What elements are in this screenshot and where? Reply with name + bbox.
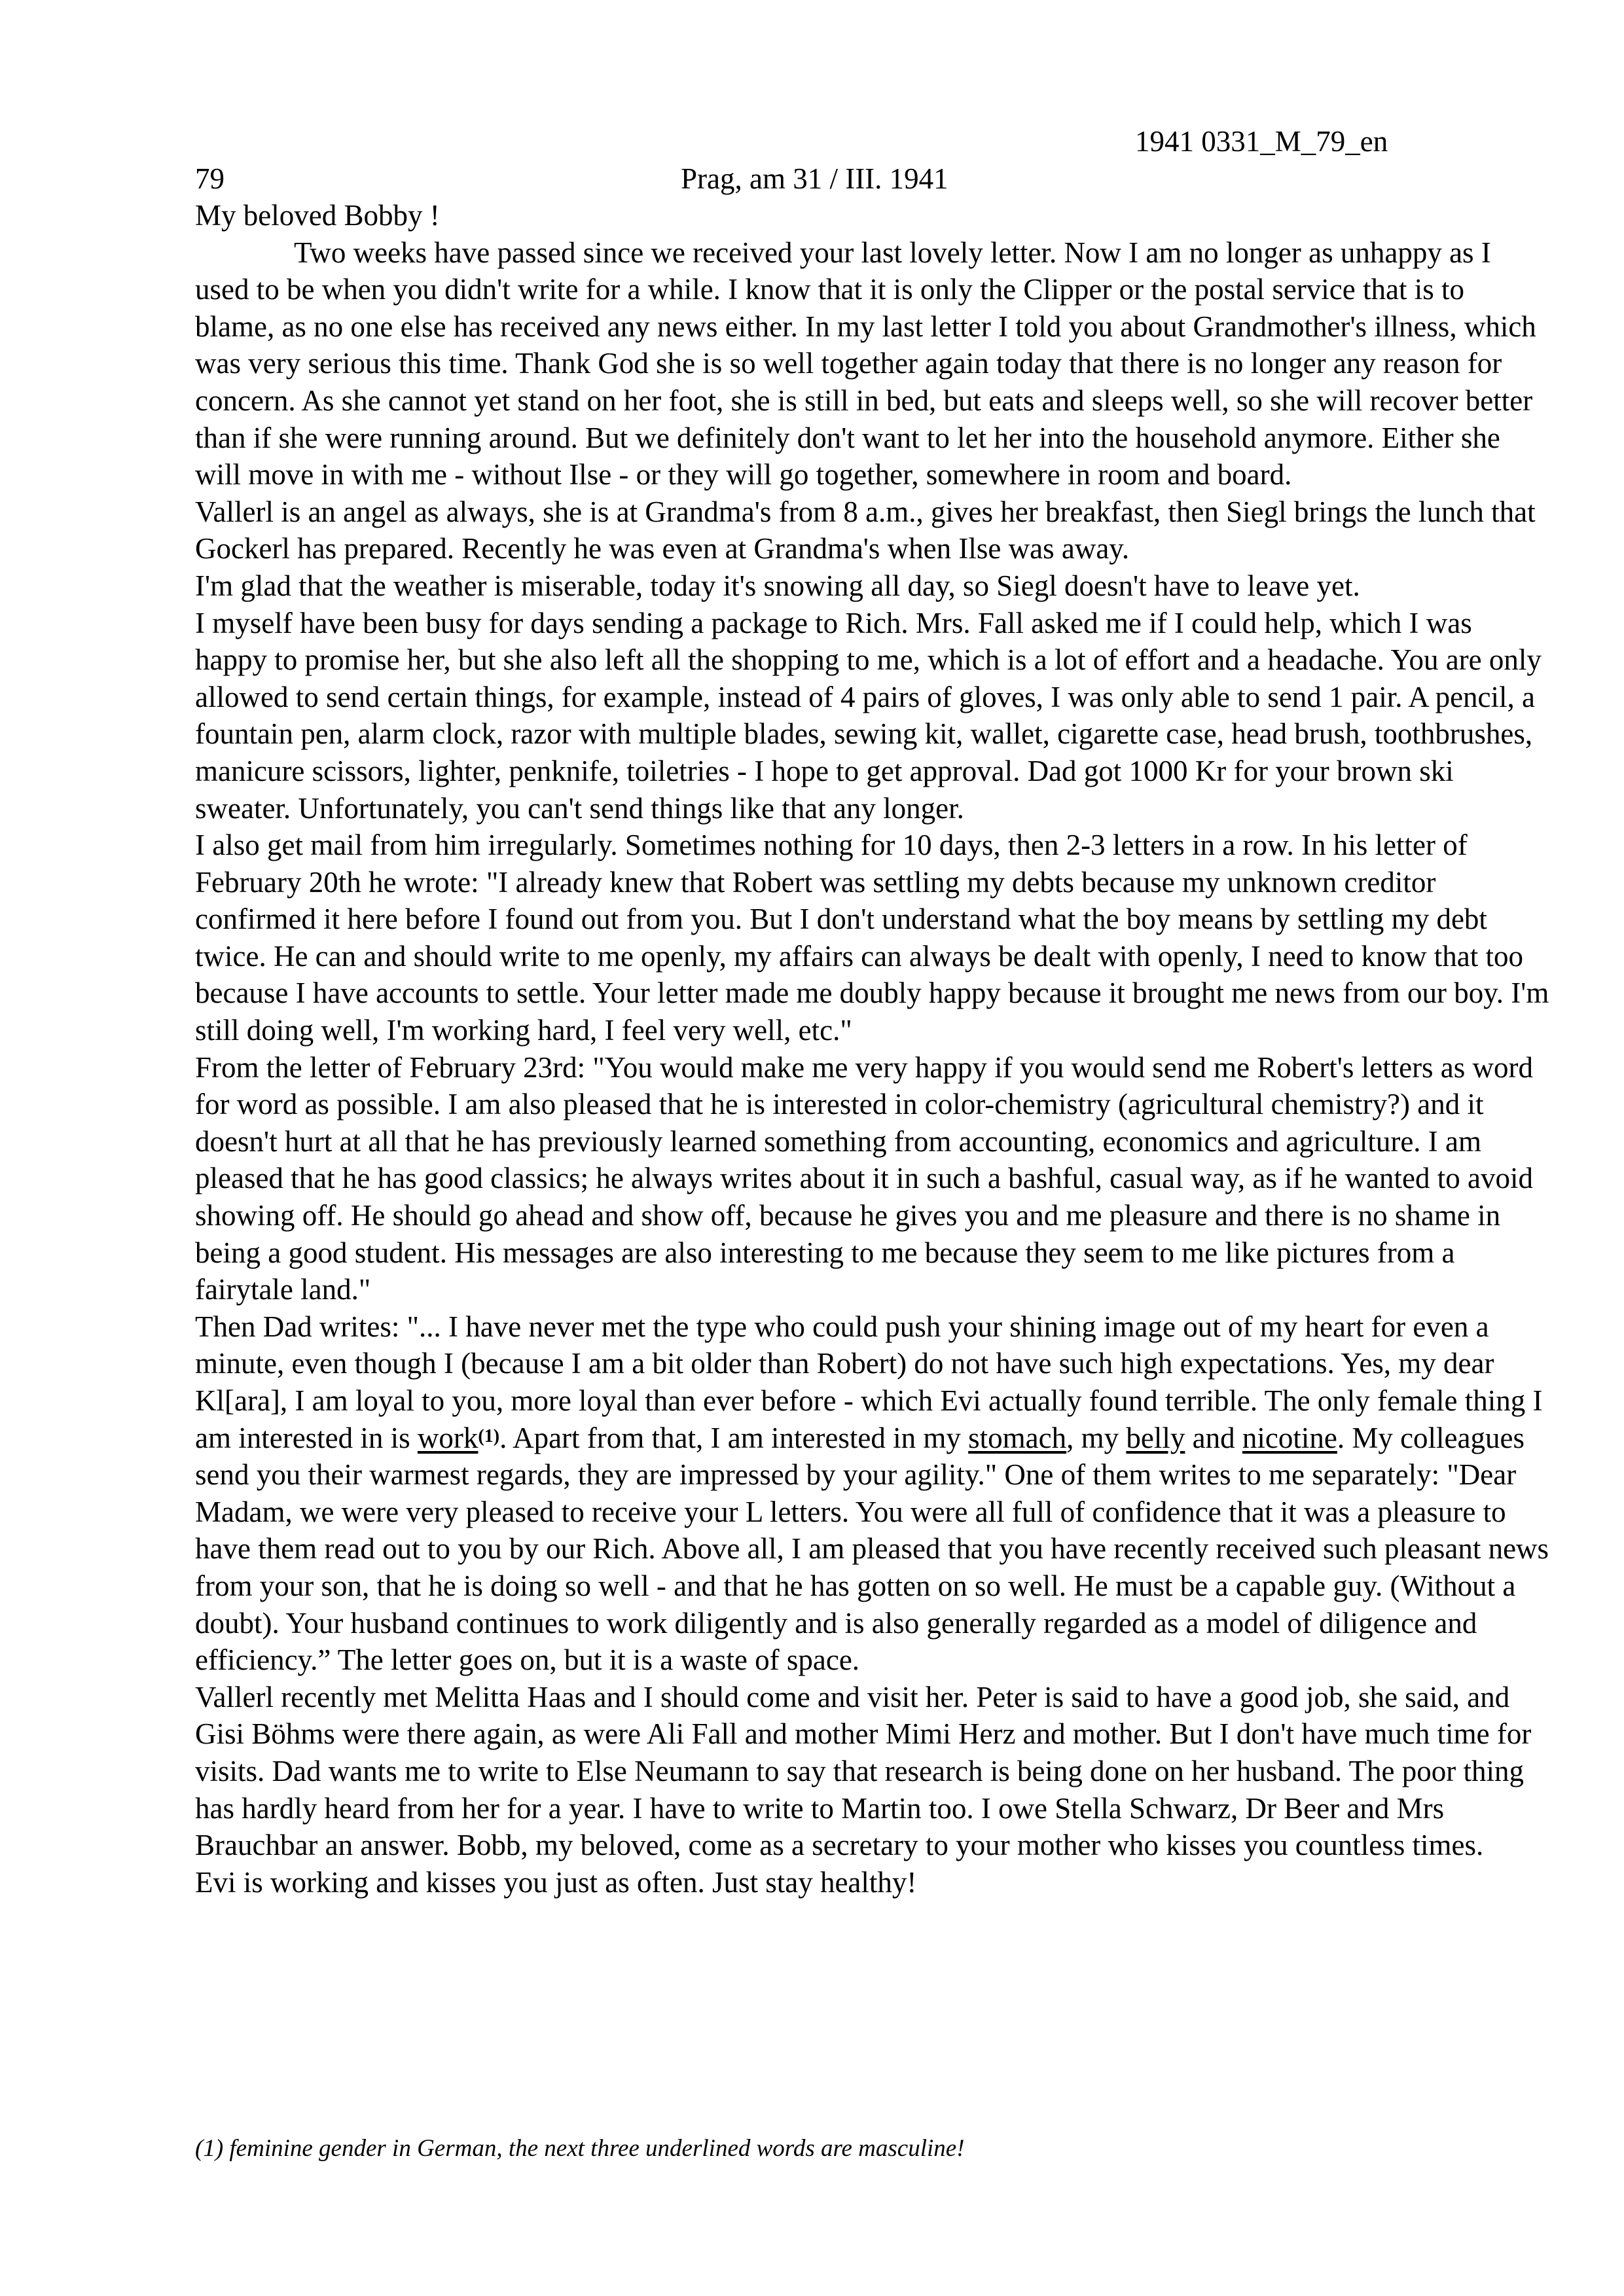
closing-line: Evi is working and kisses you just as often. Just stay healthy! [195, 1865, 917, 1899]
page-number: 79 [195, 162, 225, 195]
underlined-word: work [417, 1421, 478, 1454]
footnote: (1) feminine gender in German, the next three underlined words are masculine! [195, 2135, 965, 2162]
letter-paragraph: I also get mail from him irregularly. Sometimes nothing for 10 days, then 2-3 letters in a row. In his letter of February 20th he wrote: "I already knew that Robert was settling my debts because my unknown creditor confirmed it here before I found out from you. But I don't understand what the boy means by settling my debt twice. He can and should write to me openly, my affairs can always be dealt with openly, I need to know that too because I have accounts to settle. Your letter made me doubly happy because it brought me news from our boy. I'm still doing well, I'm working hard, I feel very well, etc." [195, 829, 1549, 1047]
letter-paragraph: From the letter of February 23rd: "You would make me very happy if you would send me Robert's letters as word for word as possible. I am also pleased that he is interested in color-chemistry (agricultural chemistry?) and it doesn't hurt at all that he has previously learned something from accounting, economics and agriculture. I am pleased that he has good classics; he always writes about it in such a bashful, casual way, as if he wanted to avoid showing off. He should go ahead and show off, because he gives you and me pleasure and there is no shame in being a good student. His messages are also interesting to me because they seem to me like pictures from a fairytale land." [195, 1050, 1534, 1306]
underlined-word: belly [1126, 1421, 1185, 1454]
text-run: . My colleagues send you their warmest regards, they are impressed by your agility." One of them writes to me separately: "Dear Madam, we were very pleased to receive your L letters. You were all full of confidence that it was a pleasure to have them read out to you by our Rich. Above all, I am pleased that you have recently received such pleasant news from your son, that he is doing so well - and that he has gotten on so well. He must be a capable guy. (Without a doubt). Your husband continues to work diligently and is also generally regarded as a model of diligence and efficiency.” The letter goes on, but it is a waste of space. [195, 1421, 1549, 1677]
letter-body [195, 197, 1550, 1901]
letter-paragraph: Two weeks have passed since we received your last lovely letter. Now I am no longer as unhappy as I used to be when you didn't write for a while. I know that it is only the Clipper or the postal service that is to blame, as no one else has received any news either. In my last letter I told you about Grandmother's illness, which was very serious this time. Thank God she is so well together again today that there is no longer any reason for concern. As she cannot yet stand on her foot, she is still in bed, but eats and sleeps well, so she will recover better than if she were running around. But we definitely don't want to let her into the household anymore. Either she will move in with me - without Ilse - or they will go together, somewhere in room and board. [195, 236, 1536, 492]
letter-paragraph: I'm glad that the weather is miserable, today it's snowing all day, so Siegl doesn't have to leave yet. [195, 569, 1360, 602]
salutation: My beloved Bobby ! [195, 199, 440, 232]
letter-paragraph: I myself have been busy for days sending a package to Rich. Mrs. Fall asked me if I could help, which I was happy to promise her, but she also left all the shopping to me, which is a lot of effort and a headache. You are only allowed to send certain things, for example, instead of 4 pairs of gloves, I was only able to send 1 pair. A pencil, a fountain pen, alarm clock, razor with multiple blades, sewing kit, wallet, cigarette case, head brush, toothbrushes, manicure scissors, lighter, penknife, toiletries - I hope to get approval. Dad got 1000 Kr for your brown ski sweater. Unfortunately, you can't send things like that any longer. [195, 606, 1542, 825]
letter-paragraph [195, 1308, 1550, 1679]
text-run: , my [1066, 1421, 1127, 1454]
text-run: Then Dad writes: "... I have never met the type who could push your shining image out of my heart for even a minute, even though I (because I am a bit older than Robert) do not have such high expectations. Yes, my dear Kl[ara], I am loyal to you, more loyal than ever before - which Evi actually found terrible. The only female thing I am interested in is [195, 1310, 1543, 1454]
underlined-word: nicotine [1242, 1421, 1337, 1454]
letter-paragraph: Vallerl recently met Melitta Haas and I should come and visit her. Peter is said to have a good job, she said, and Gisi Böhms were there again, as were Ali Fall and mother Mimi Herz and mother. But I don't have much time for visits. Dad wants me to write to Else Neumann to say that research is being done on her husband. The poor thing has hardly heard from her for a year. I have to write to Martin too. I owe Stella Schwarz, Dr Beer and Mrs Brauchbar an answer. Bobb, my beloved, come as a secretary to your mother who kisses you countless times. [195, 1680, 1532, 1862]
text-run: . Apart from that, I am interested in my [499, 1421, 969, 1454]
place-date: Prag, am 31 / III. 1941 [681, 162, 948, 195]
footnote-marker: (1) [478, 1426, 500, 1446]
underlined-word: stomach [968, 1421, 1067, 1454]
document-id: 1941 0331_M_79_en [1135, 125, 1388, 158]
text-run: and [1185, 1421, 1242, 1454]
letter-paragraph: Vallerl is an angel as always, she is at Grandma's from 8 a.m., gives her breakfast, then Siegl brings the lunch that Gockerl has prepared. Recently he was even at Grandma's when Ilse was away. [195, 495, 1536, 565]
